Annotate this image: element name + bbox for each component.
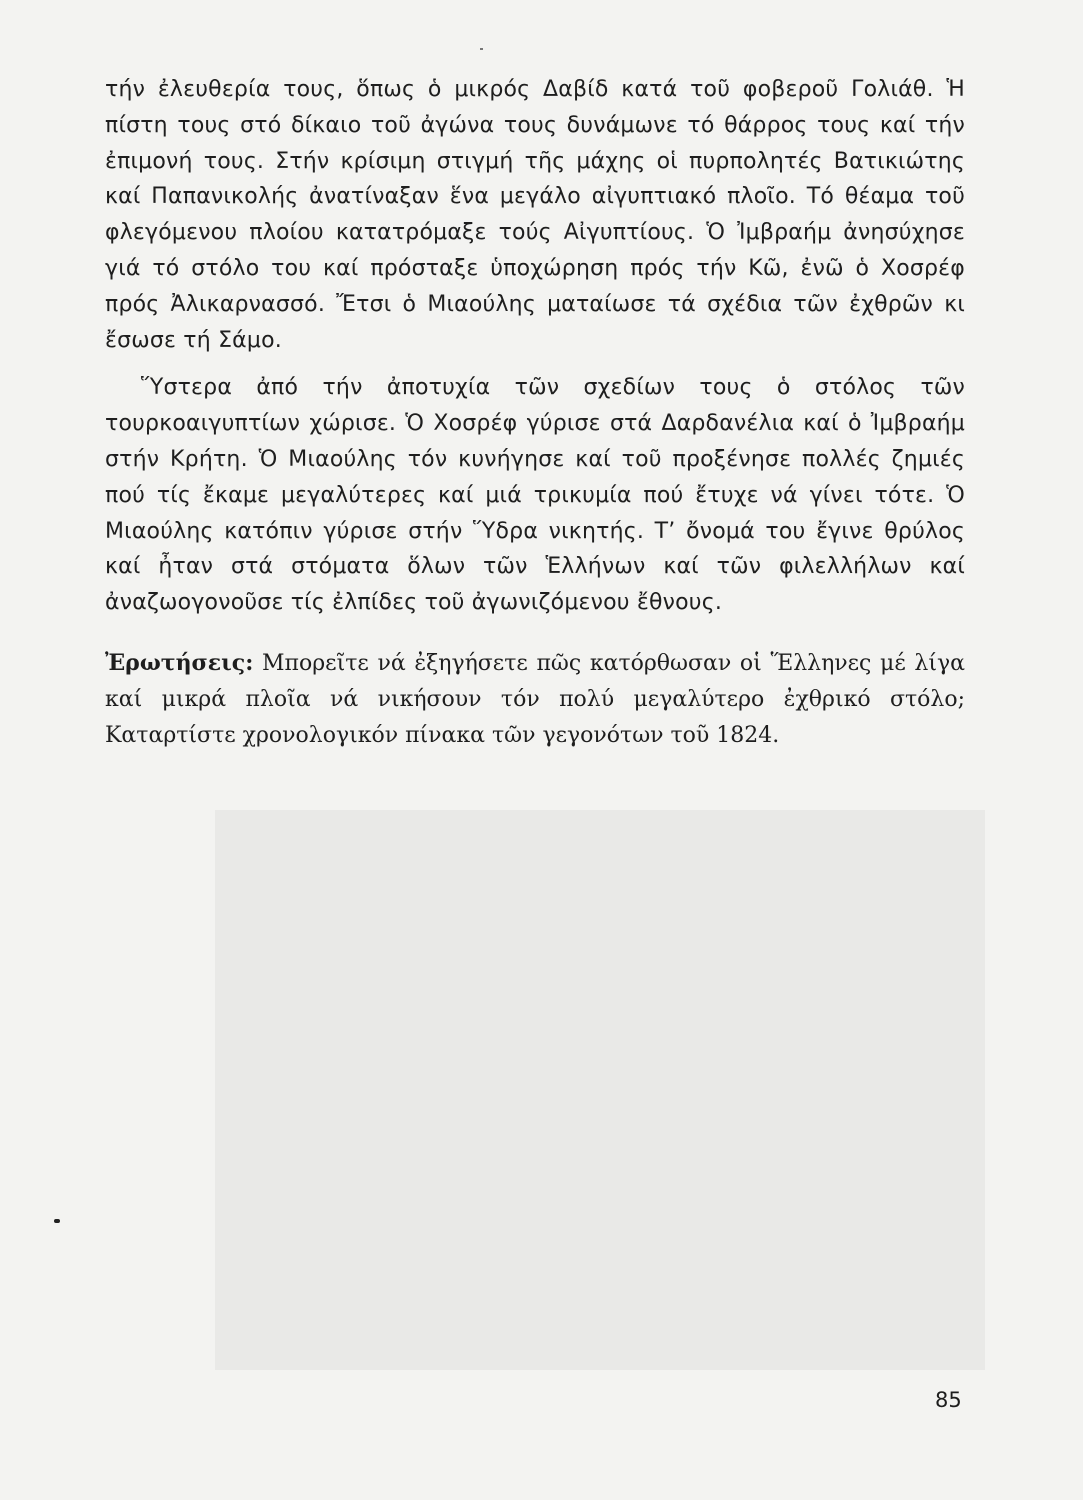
questions-text: Μπορεῖτε νά ἐξηγήσετε πῶς κατόρθωσαν οἱ Ἕλληνες μέ λίγα καί μικρά πλοῖα νά νικήσουν τόν πολύ μεγαλύτερο ἐχθρικό στόλο; Καταρτίστε χρονολογικόν πίνακα τῶν γεγονότων τοῦ 1824. [105,651,965,748]
paragraph-1: τήν ἐλευθερία τους, ὅπως ὁ μικρός Δαβίδ κατά τοῦ φοβεροῦ Γολιάθ. Ἡ πίστη τους στό δίκαιο τοῦ ἀγώνα τους δυνάμωνε τό θάρρος τους καί τήν ἐπιμονή τους. Στήν κρίσιμη στιγμή τῆς μάχης οἱ πυρπολητές Βατικιώτης καί Παπανικολής ἀνατίναξαν ἕνα μεγάλο αἰγυπτιακό πλοῖο. Τό θέαμα τοῦ φλεγόμενου πλοίου κατατρόμαξε τούς Αἰγυπτίους. Ὁ Ἰμβραήμ ἀνησύχησε γιά τό στόλο του καί πρόσταξε ὑποχώρηση πρός τήν Κῶ, ἐνῶ ὁ Χοσρέφ πρός Ἀλικαρνασσό. Ἔτσι ὁ Μιαούλης ματαίωσε τά σχέδια τῶν ἐχθρῶν κι ἔσωσε τή Σάμο. [105,77,965,353]
margin-mark [54,1219,60,1223]
paragraph-2: Ὕστερα ἀπό τήν ἀποτυχία τῶν σχεδίων τους ὁ στόλος τῶν τουρκοαιγυπτίων χώρισε. Ὁ Χοσρέφ γύρισε στά Δαρδανέλια καί ὁ Ἰμβραήμ στήν Κρήτη. Ὁ Μιαούλης τόν κυνήγησε καί τοῦ προξένησε πολλές ζημιές πού τίς ἔκαμε μεγαλύτερες καί μιά τρικυμία πού ἔτυχε νά γίνει τότε. Ὁ Μιαούλης κατόπιν γύρισε στήν Ὕδρα νικητής. Τ’ ὄνομά του ἔγινε θρύλος καί ἦταν στά στόματα ὅλων τῶν Ἑλλήνων καί τῶν φιλελλήλων καί ἀναζωογονοῦσε τίς ἐλπίδες τοῦ ἀγωνιζόμενου ἔθνους. [105,375,965,616]
show-through-shade [215,810,985,1370]
scan-speck [480,48,483,50]
questions-label: Ἐρωτήσεις: [105,650,254,676]
questions-block [105,645,965,754]
page-number: 85 [935,1388,962,1412]
body-text [105,72,965,621]
